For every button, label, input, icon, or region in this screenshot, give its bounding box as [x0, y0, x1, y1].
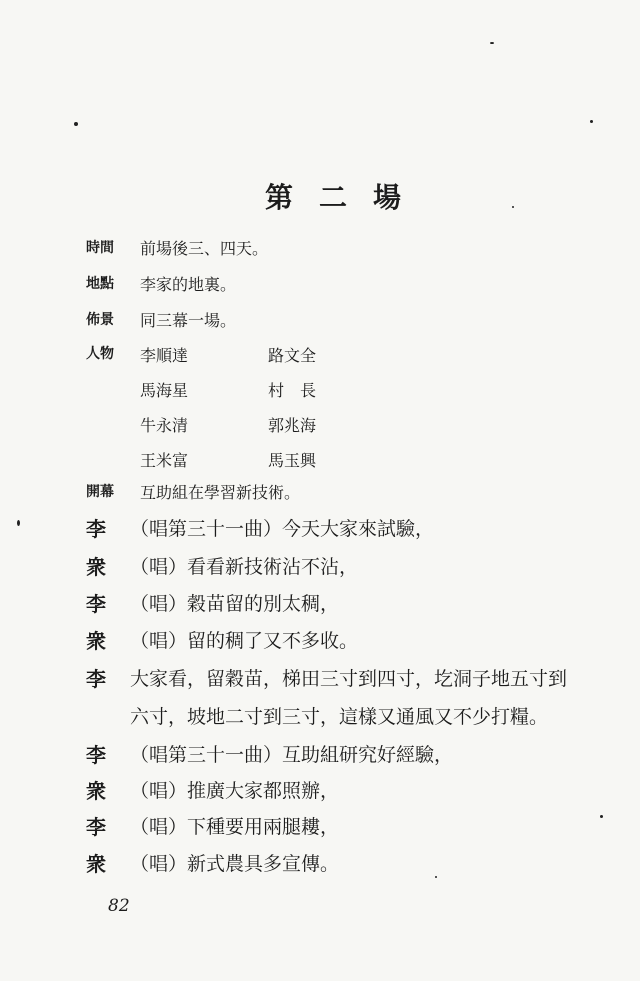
- speaker: 衆: [86, 852, 106, 876]
- meta-label: 地點: [86, 276, 114, 292]
- curtain-row: [86, 476, 300, 506]
- line-text: （唱第三十一曲）今天大家來試驗，: [130, 518, 435, 540]
- line-text: （唱）看看新技術沾不沾，: [130, 556, 359, 578]
- cast-label: 人物: [86, 346, 114, 362]
- cast-name: 村 長: [268, 381, 317, 400]
- speaker: 衆: [86, 555, 106, 579]
- dialogue-line: [86, 664, 567, 694]
- speaker: 李: [86, 667, 106, 691]
- meta-value: 前場後三、四天。: [140, 238, 269, 258]
- speaker: 李: [86, 743, 106, 767]
- page-number: 82: [108, 896, 130, 916]
- dialogue-line: [86, 552, 358, 582]
- meta-label: 佈景: [86, 312, 114, 328]
- cast-name: 馬玉興: [268, 451, 317, 470]
- scan-speck: [17, 520, 20, 526]
- line-text: （唱）新式農具多宣傳。: [130, 853, 340, 875]
- scan-speck: [74, 122, 78, 126]
- line-continuation: 六寸，坡地二寸到三寸，這樣又通風又不少打糧。: [130, 706, 549, 728]
- speaker: 衆: [86, 779, 106, 803]
- meta-place: [86, 268, 236, 298]
- speaker: 衆: [86, 629, 106, 653]
- meta-value: 同三幕一場。: [140, 310, 237, 330]
- dialogue-line: [86, 626, 358, 656]
- line-text: （唱）推廣大家都照辦，: [130, 780, 340, 802]
- dialogue-line: [86, 514, 434, 544]
- scan-speck: [435, 876, 437, 878]
- cast-name: 路文全: [268, 346, 317, 365]
- dialogue-line: [86, 812, 339, 842]
- line-text: （唱第三十一曲）互助組研究好經驗，: [130, 744, 454, 766]
- cast-name: 馬海星: [140, 381, 189, 400]
- dialogue-line: [86, 849, 339, 879]
- speaker: 李: [86, 815, 106, 839]
- dialogue-line: [86, 589, 339, 619]
- scan-speck: [490, 42, 494, 44]
- meta-label: 時間: [86, 240, 114, 256]
- meta-set: [86, 304, 236, 334]
- scan-speck: [512, 206, 514, 208]
- cast-name: 李順達: [140, 346, 189, 365]
- cast-label-row: [86, 338, 140, 368]
- dialogue-line: [86, 740, 453, 770]
- meta-time: [86, 232, 268, 262]
- scan-speck: [600, 815, 603, 818]
- dialogue-line: [86, 776, 339, 806]
- cast-name: 王米富: [140, 451, 189, 470]
- scene-title: 第二場: [264, 181, 427, 214]
- cast-name: 郭兆海: [268, 416, 317, 435]
- line-text: （唱）留的稠了又不多收。: [130, 630, 359, 652]
- speaker: 李: [86, 517, 106, 541]
- line-text: 大家看，留穀苗，梯田三寸到四寸，圪洞子地五寸到: [130, 668, 568, 690]
- scan-speck: [590, 120, 593, 123]
- curtain-label: 開幕: [86, 484, 114, 500]
- curtain-value: 互助組在學習新技術。: [140, 482, 301, 502]
- speaker: 李: [86, 592, 106, 616]
- line-text: （唱）下種要用兩腿耬，: [130, 816, 340, 838]
- meta-value: 李家的地裏。: [140, 274, 237, 294]
- cast-name: 牛永清: [140, 416, 189, 435]
- line-text: （唱）穀苗留的別太稠，: [130, 593, 340, 615]
